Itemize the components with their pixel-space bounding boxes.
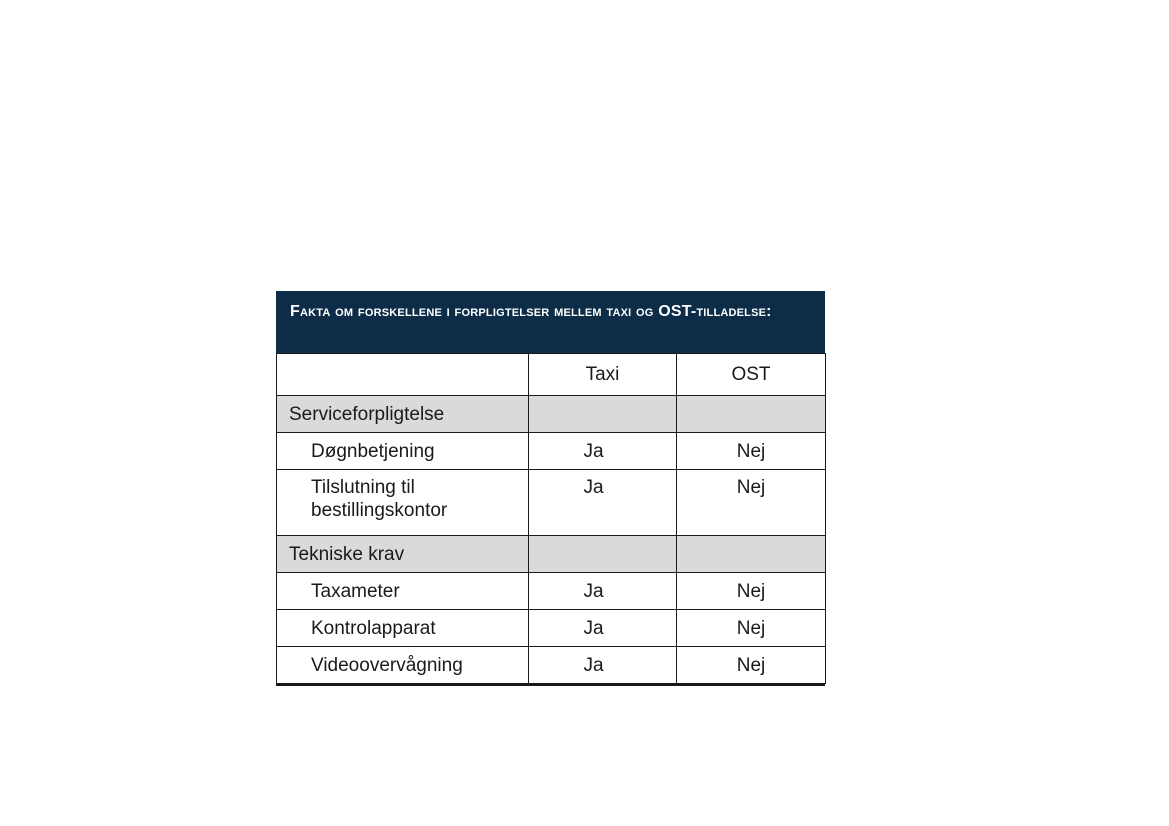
fact-box-title: Fakta om forskellene i forpligtelser mellem taxi og OST-tilladelse: xyxy=(276,291,825,353)
section-empty-cell xyxy=(529,396,677,433)
table-row xyxy=(277,647,826,684)
ost-value: Nej xyxy=(677,573,826,610)
header-taxi: Taxi xyxy=(529,354,677,396)
table-row xyxy=(277,470,826,536)
taxi-value: Ja xyxy=(529,470,677,536)
row-label: Kontrolapparat xyxy=(277,610,529,647)
taxi-value: Ja xyxy=(529,647,677,684)
taxi-value: Ja xyxy=(529,573,677,610)
table-row xyxy=(277,573,826,610)
section-row xyxy=(277,536,826,573)
ost-value: Nej xyxy=(677,433,826,470)
row-label: Døgnbetjening xyxy=(277,433,529,470)
section-empty-cell xyxy=(677,536,826,573)
row-label: Taxameter xyxy=(277,573,529,610)
section-empty-cell xyxy=(677,396,826,433)
header-ost: OST xyxy=(677,354,826,396)
header-empty-cell xyxy=(277,354,529,396)
fact-box xyxy=(276,291,825,686)
row-label: Videoovervågning xyxy=(277,647,529,684)
table-row xyxy=(277,433,826,470)
ost-value: Nej xyxy=(677,610,826,647)
table-row xyxy=(277,610,826,647)
section-label-technical: Tekniske krav xyxy=(277,536,529,573)
section-empty-cell xyxy=(529,536,677,573)
section-label-service: Serviceforpligtelse xyxy=(277,396,529,433)
taxi-value: Ja xyxy=(529,610,677,647)
section-row xyxy=(277,396,826,433)
ost-value: Nej xyxy=(677,647,826,684)
table-header-row xyxy=(277,354,826,396)
taxi-value: Ja xyxy=(529,433,677,470)
comparison-table xyxy=(276,353,826,684)
ost-value: Nej xyxy=(677,470,826,536)
row-label: Tilslutning til bestillingskontor xyxy=(277,470,529,536)
